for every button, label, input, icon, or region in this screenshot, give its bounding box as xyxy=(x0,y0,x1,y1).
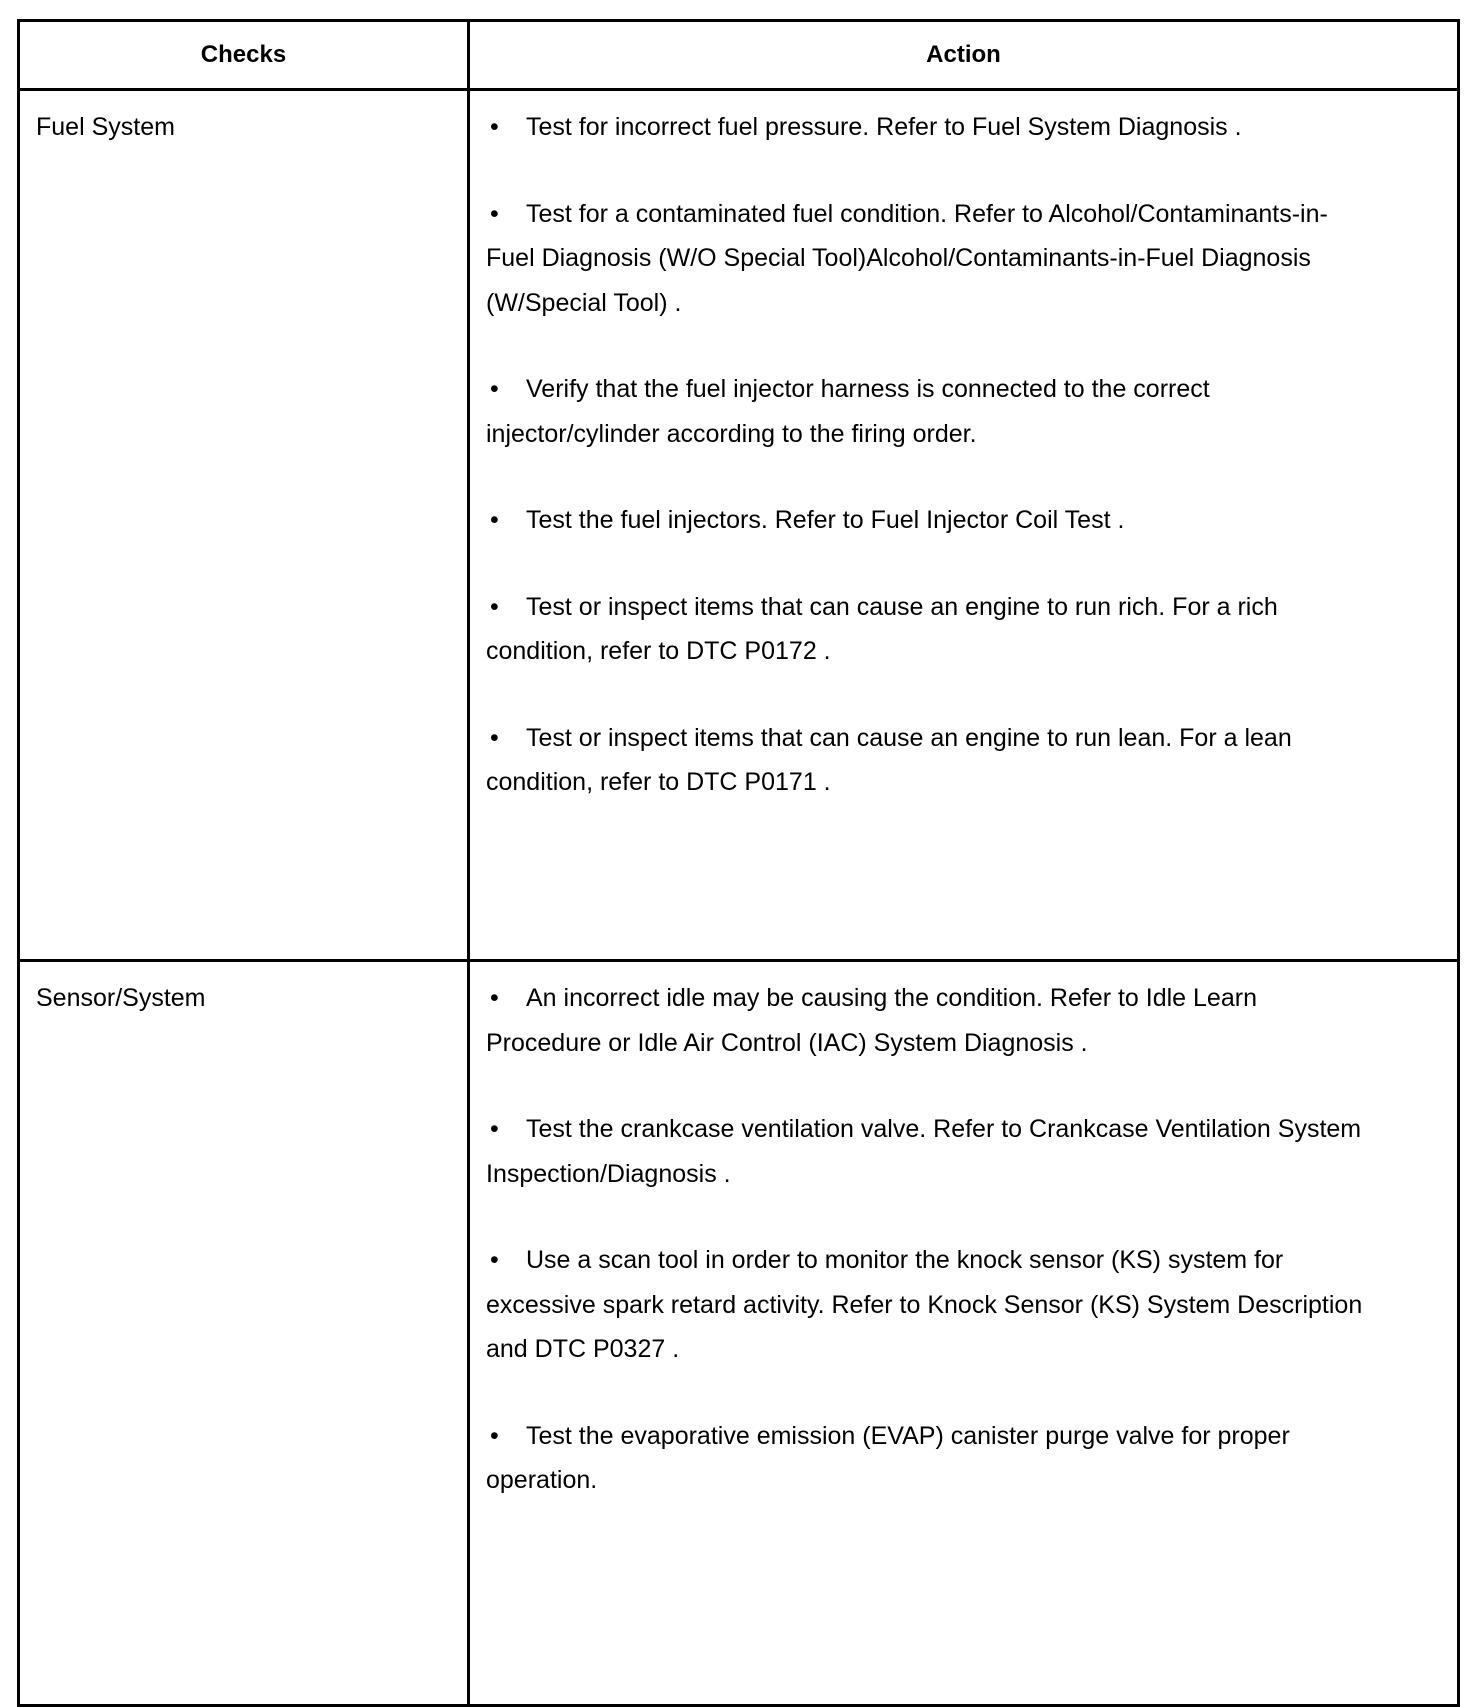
action-item xyxy=(486,976,1367,1065)
bullet-icon: • xyxy=(490,199,499,228)
action-cell xyxy=(469,90,1459,961)
bullet-icon: • xyxy=(490,1421,499,1450)
bullet-icon: • xyxy=(490,723,499,752)
header-row xyxy=(19,21,1459,90)
bullet-icon: • xyxy=(490,1246,499,1274)
bullet-icon: • xyxy=(490,984,499,1012)
table-row-fuel-system xyxy=(19,90,1459,961)
action-item xyxy=(486,105,1367,150)
table-row-sensor-system xyxy=(19,961,1459,1706)
action-cell xyxy=(469,961,1459,1706)
action-text: Test the fuel injectors. Refer to Fuel Injector Coil Test . xyxy=(526,506,1125,534)
action-text: Test or inspect items that can cause an engine to run lean. For a lean condition, refer to DTC P0171 . xyxy=(486,723,1292,796)
action-text: Test the evaporative emission (EVAP) canister purge valve for proper operation. xyxy=(486,1421,1290,1494)
action-text: Test or inspect items that can cause an engine to run rich. For a rich condition, refer to DTC P0172 . xyxy=(486,592,1278,665)
action-column-header: Action xyxy=(469,21,1459,90)
action-item xyxy=(486,367,1367,456)
action-text: Test for incorrect fuel pressure. Refer to Fuel System Diagnosis . xyxy=(526,113,1242,141)
check-cell: Sensor/System xyxy=(19,961,469,1706)
checks-column-header: Checks xyxy=(19,21,469,90)
bullet-icon: • xyxy=(490,1115,499,1143)
action-text: Test for a contaminated fuel condition. Refer to Alcohol/Contaminants-in-Fuel Diagnosis (W/O Special Tool)Alcohol/Contaminants-in-Fuel Diagnosis (W/Special Tool) . xyxy=(486,199,1328,317)
action-item xyxy=(486,1414,1367,1503)
action-text: Verify that the fuel injector harness is connected to the correct injector/cylinder according to the firing order. xyxy=(486,375,1210,448)
check-cell: Fuel System xyxy=(19,90,469,961)
bullet-icon: • xyxy=(490,592,499,621)
bullet-icon: • xyxy=(490,113,499,141)
action-text: Use a scan tool in order to monitor the knock sensor (KS) system for excessive spark retard activity. Refer to Knock Sensor (KS) System Description and DTC P0327 . xyxy=(486,1246,1363,1363)
action-item xyxy=(486,1107,1367,1196)
action-item xyxy=(486,498,1367,543)
action-item xyxy=(486,1238,1367,1372)
action-item xyxy=(486,585,1367,674)
action-item xyxy=(486,192,1367,326)
diagnostic-table xyxy=(17,19,1460,1707)
action-item xyxy=(486,716,1367,805)
bullet-icon: • xyxy=(490,506,499,534)
bullet-icon: • xyxy=(490,375,499,403)
action-text: Test the crankcase ventilation valve. Refer to Crankcase Ventilation System Inspection/Diagnosis . xyxy=(486,1115,1362,1188)
action-text: An incorrect idle may be causing the condition. Refer to Idle Learn Procedure or Idle Air Control (IAC) System Diagnosis . xyxy=(486,984,1257,1057)
